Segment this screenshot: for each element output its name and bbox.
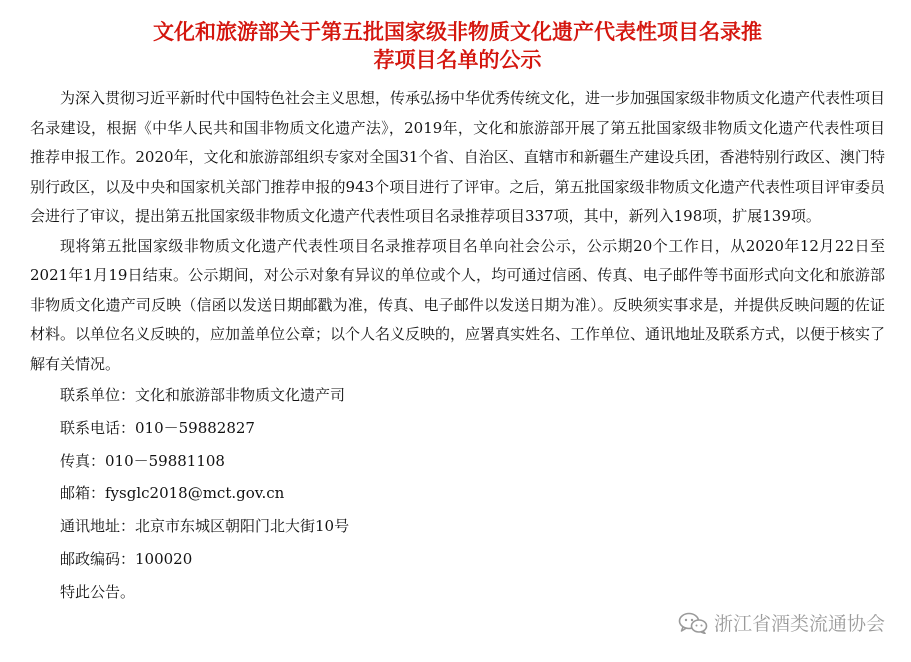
contact-email: 邮箱：fysglc2018@mct.gov.cn — [60, 484, 285, 503]
title-line-2: 荐项目名单的公示 — [373, 48, 542, 72]
contact-fax: 传真：010－59881108 — [60, 451, 225, 470]
contact-unit: 联系单位：文化和旅游部非物质文化遗产司 — [60, 386, 346, 404]
contact-phone: 联系电话：010－59882827 — [60, 418, 255, 437]
paragraph-1: 为深入贯彻习近平新时代中国特色社会主义思想，传承弘扬中华优秀传统文化，进一步加强国家级非物质文化遗产代表性项目名录建设，根据《中华人民共和国非物质文化遗产法》，2019年，文化和旅游部开展了第五批国家级非物质文化遗产代表性项目推荐申报工作。2020年，文化和旅游部组织专家对全国31个省、自治区、直辖市和新疆生产建设兵团，香港特别行政区、澳门特别行政区，以及中央和国家机关部门推荐申报的943个项目进行了评审。之后，第五批国家级非物质文化遗产代表性项目评审委员会进行了审议，提出第五批国家级非物质文化遗产代表性项目名录推荐项目337项，其中，新列入198项，扩展139项。 — [30, 89, 886, 225]
title-line-1: 文化和旅游部关于第五批国家级非物质文化遗产代表性项目名录推 — [153, 20, 762, 44]
page-title — [30, 18, 885, 74]
watermark-text: 浙江省酒类流通协会 — [713, 613, 885, 635]
contact-address: 通讯地址：北京市东城区朝阳门北大街10号 — [60, 517, 350, 536]
closing-statement: 特此公告。 — [60, 582, 136, 601]
paragraph-2: 现将第五批国家级非物质文化遗产代表性项目名录推荐项目名单向社会公示，公示期20个工作日，从2020年12月22日至2021年1月19日结束。公示期间，对公示对象有异议的单位或个人，均可通过信函、传真、电子邮件等书面形式向文化和旅游部非物质文化遗产司反映（信函以发送日期邮戳为准，传真、电子邮件以发送日期为准）。反映须实事求是，并提供反映问题的佐证材料。以单位名义反映的，应加盖单位公章；以个人名义反映的，应署真实姓名、工作单位、通讯地址及联系方式，以便于核实了解有关情况。 — [30, 236, 886, 373]
wechat-icon — [678, 612, 708, 634]
watermark — [678, 609, 885, 636]
contact-postcode: 邮政编码：100020 — [60, 549, 193, 568]
